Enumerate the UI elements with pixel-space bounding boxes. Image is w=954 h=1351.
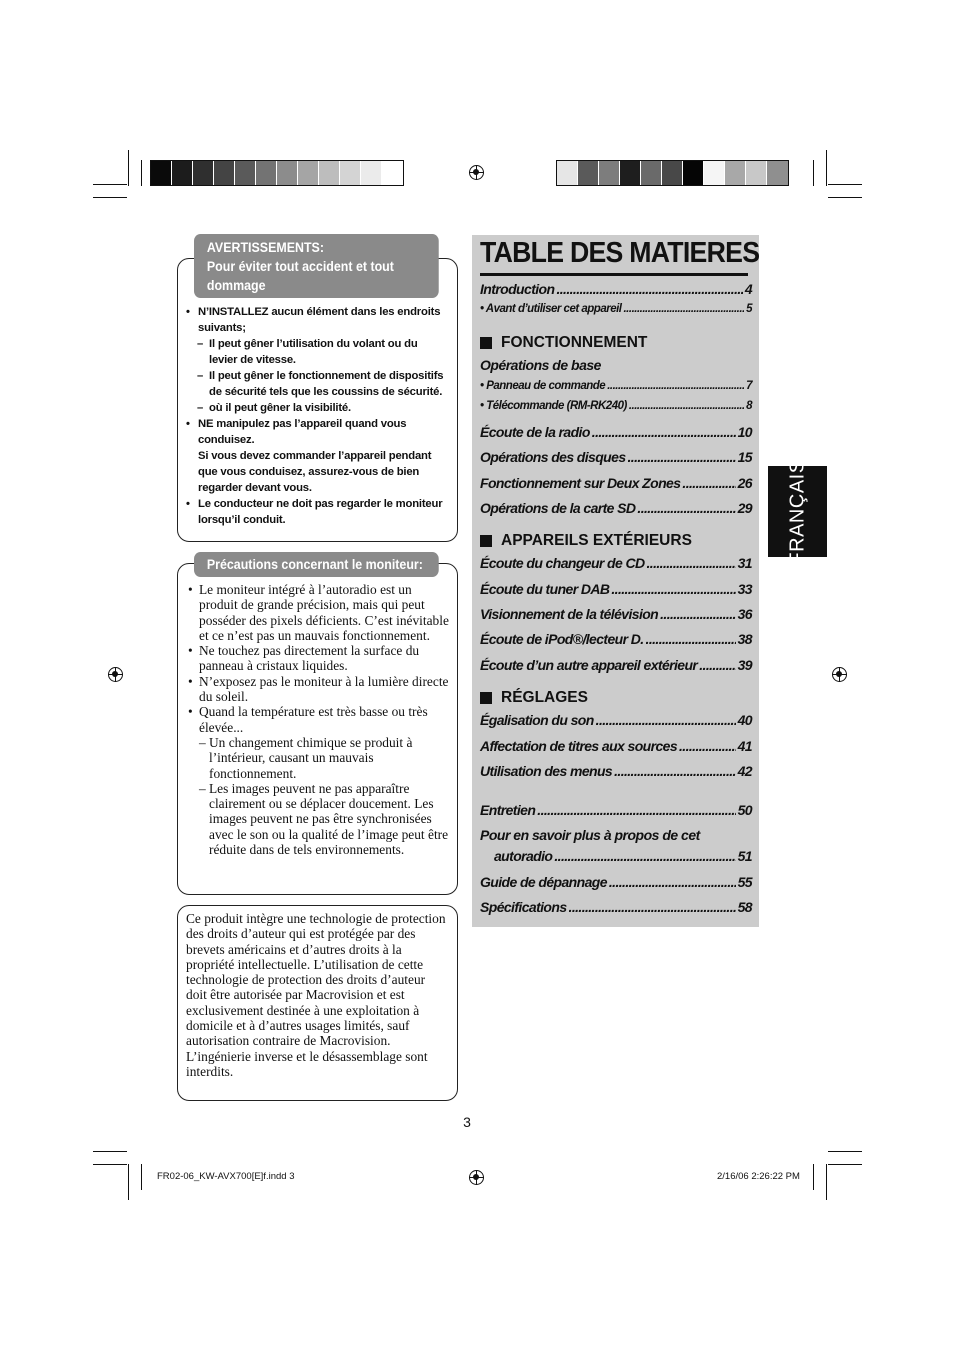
color-bar-right <box>556 160 789 186</box>
monitor-temperature-sub2: – Les images peuvent ne pas apparaître clairement ou se déplacer doucement. Les images peuvent ne pas être synchronisées avec le son ou la qualité de l’image peut être réduite dans de tels environnements. <box>199 780 449 858</box>
language-tab-label: FRANÇAIS <box>786 458 808 565</box>
toc-entry-changeur[interactable]: Écoute du changeur de CD ..... 31 <box>480 555 752 571</box>
warning-install: • N’INSTALLEZ aucun élément dans les endroits suivants; <box>186 304 448 336</box>
warning-driving-extra: Si vous devez commander l’appareil pendant que vous conduisez, assurez-vous de bien regarder devant vous. <box>198 450 432 494</box>
toc-section-fonctionnement: FONCTIONNEMENT <box>480 334 647 352</box>
monitor-precaution-sun: • N’exposez pas le moniteur à la lumière directe du soleil. <box>187 674 451 705</box>
monitor-precaution-pixels: • Le moniteur intégré à l’autoradio est un produit de grande précision, mais qui peut posséder des pixels déficients. C’est inévitable et ce n’est pas un mauvais fonctionnement. <box>187 582 451 643</box>
section-square-icon <box>480 337 492 349</box>
page-number: 3 <box>463 1114 471 1130</box>
toc-entry-savoir[interactable]: autoradio ..... 51 <box>494 848 752 864</box>
toc-entry-carte-sd[interactable]: Opérations de la carte SD ..... 29 <box>480 500 752 516</box>
toc-entry-introduction[interactable]: Introduction ..... 4 <box>480 281 752 297</box>
toc-entry-deux-zones[interactable]: Fonctionnement sur Deux Zones ..... 26 <box>480 475 752 491</box>
monitor-precaution-touch: • Ne touchez pas directement la surface du panneau à cristaux liquides. <box>187 643 451 674</box>
toc-entry-autre[interactable]: Écoute d’un autre appareil extérieur ..... 39 <box>480 657 752 673</box>
toc-section-reglages: RÉGLAGES <box>480 689 588 707</box>
toc-entry-titres[interactable]: Affectation de titres aux sources ..... 41 <box>480 738 752 754</box>
toc-title-rule <box>480 273 748 276</box>
toc-entry-dab[interactable]: Écoute du tuner DAB ..... 33 <box>480 581 752 597</box>
registration-mark-bottom <box>469 1170 484 1185</box>
monitor-precaution-temperature: • Quand la température est très basse ou très élevée... <box>187 704 451 735</box>
registration-mark-top <box>469 165 484 180</box>
section-square-icon <box>480 692 492 704</box>
toc-entry-disques[interactable]: Opérations des disques ..... 15 <box>480 449 752 465</box>
toc-section-appareils: APPAREILS EXTÉRIEURS <box>480 532 692 550</box>
footer-timestamp: 2/16/06 2:26:22 PM <box>717 1171 800 1182</box>
toc-entry-entretien[interactable]: Entretien ..... 50 <box>480 802 752 818</box>
monitor-temperature-sub1: – Un changement chimique se produit à l’intérieur, causant un mauvais fonctionnement. <box>199 734 413 781</box>
monitor-header: Précautions concernant le moniteur: <box>194 552 439 577</box>
warnings-header-subtitle: Pour éviter tout accident et tout dommage <box>206 259 394 293</box>
macrovision-text: Ce produit intègre une technologie de protection des droits d’auteur qui est protégée par des brevets américains et d’autres droits à la propriété intellectuelle. L’utilisation de cette technologie de protection des droits d’auteur doit être autorisée par Macrovision et est exclusivement destinée à une exploitation à domicile et à d’autres usages limités, sauf autorisation contraire de Macrovision. L’ingénierie inverse et le désassemblage sont interdits. <box>186 911 446 1079</box>
toc-entry-avant[interactable]: • Avant d’utiliser cet appareil ..... 5 <box>480 303 752 315</box>
warning-install-sub2: – Il peut gêner le fonctionnement de dispositifs de sécurité tels que les coussins de sécurité. <box>197 370 444 398</box>
warnings-list <box>186 304 448 528</box>
monitor-list <box>187 582 451 857</box>
toc-entry-egalisation[interactable]: Égalisation du son ..... 40 <box>480 712 752 728</box>
warning-install-sub3: – où il peut gêner la visibilité. <box>197 402 351 414</box>
section-square-icon <box>480 535 492 547</box>
language-tab <box>768 458 827 565</box>
warnings-header <box>194 234 439 298</box>
warning-monitor: • Le conducteur ne doit pas regarder le moniteur lorsqu’il conduit. <box>186 496 448 528</box>
footer-filename: FR02-06_KW-AVX700[E]f.indd 3 <box>157 1171 295 1182</box>
toc-entry-tv[interactable]: Visionnement de la télévision ..... 36 <box>480 606 752 622</box>
warning-driving: • NE manipulez pas l’appareil quand vous conduisez. <box>186 416 448 448</box>
toc-entry-savoir-line1[interactable]: Pour en savoir plus à propos de cet <box>480 827 700 843</box>
warning-install-sub1: – Il peut gêner l’utilisation du volant ou du levier de vitesse. <box>197 338 418 366</box>
toc-entry-ipod[interactable]: Écoute de iPod®/lecteur D. ..... 38 <box>480 631 752 647</box>
toc-panel <box>472 235 759 927</box>
toc-entry-menus[interactable]: Utilisation des menus ..... 42 <box>480 763 752 779</box>
toc-entry-specs[interactable]: Spécifications ..... 58 <box>480 899 752 915</box>
toc-entry-telecommande[interactable]: • Télécommande (RM-RK240) ..... 8 <box>480 400 752 412</box>
color-bar-left <box>150 160 404 186</box>
registration-mark-right <box>832 667 847 682</box>
registration-mark-left <box>108 667 123 682</box>
toc-entry-radio[interactable]: Écoute de la radio ..... 10 <box>480 424 752 440</box>
toc-title: TABLE DES MATIERES <box>480 237 760 269</box>
toc-entry-depannage[interactable]: Guide de dépannage ..... 55 <box>480 874 752 890</box>
warnings-header-title: AVERTISSEMENTS: <box>206 240 324 255</box>
toc-entry-panneau[interactable]: • Panneau de commande ..... 7 <box>480 380 752 392</box>
toc-subheading-ops-base: Opérations de base <box>480 357 601 373</box>
